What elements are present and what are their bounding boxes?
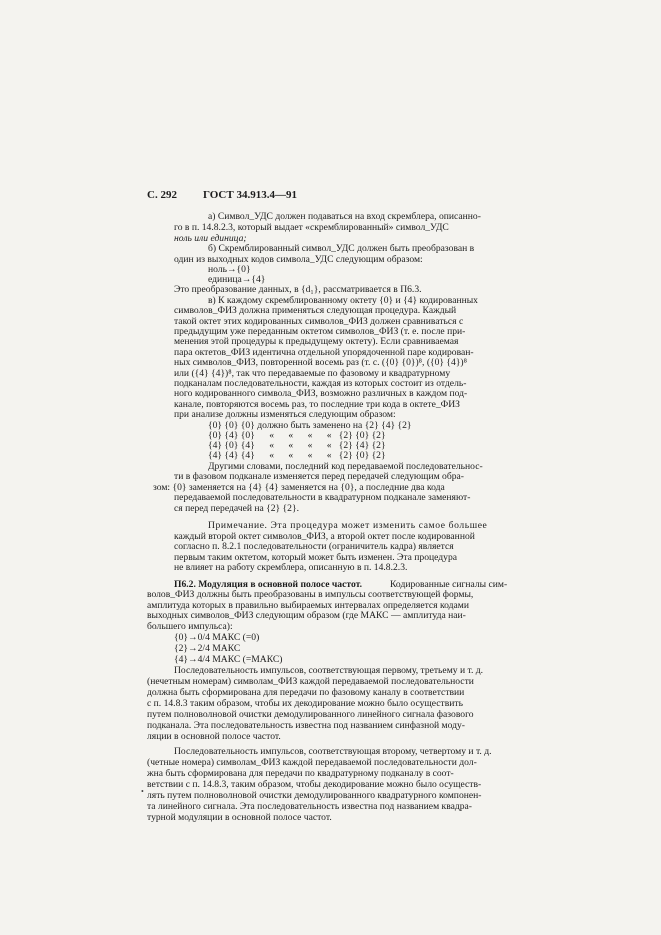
code-table-row: {0} {0} {0} должно быть заменено на {2} {4} {2} [208,420,412,431]
text-line: та линейного сигнала. Эта последовательность известна под названием квадра- [147,801,472,812]
text-line: ти в фазовом подканале изменяется перед передачей следующим обра- [174,471,464,482]
text-line: менения этой процедуры к предыдущему октету). Если сравниваемая [174,336,459,347]
text-line: Последовательность импульсов, соответствующая первому, третьему и т. д. [174,665,484,676]
text-line: зом: {0} заменяется на {4} {4} заменяется на {0}, а последние два кода [153,482,445,493]
text-line: Другими словами, последний код передаваемой последовательнос- [208,461,483,472]
text-line: Последовательность импульсов, соответствующая второму, четвертому и т. д. [174,746,492,757]
text-line: с п. 14.8.3 таким образом, чтобы их декодирование можно было осуществить [147,698,463,709]
page-number: С. 292 [147,189,177,201]
section-heading: П6.2. Модуляция в основной полосе частот. [174,579,362,590]
text-line: амплитуда которых в правильно выбираемых интервалах определяется кодами [147,600,469,611]
formula-line: {0}→0/4 МАКС (=0) [174,632,260,643]
text-line: пара октетов_ФИЗ идентична отдельной упорядоченной паре кодирован- [174,347,474,358]
text-line: один из выходных кодов символа_УДС следующим образом: [174,254,423,265]
note-line: Примечание. Эта процедура может изменить самое большее [208,520,488,531]
text-line: Кодированные сигналы сим- [390,579,508,590]
text-line: ляции в основной полосе частот. [147,731,281,742]
text-line: большего импульса): [147,621,233,632]
margin-dot: • [141,787,144,796]
code-table-row: {4} {0} {4} « « « « {2} {4} {2} [208,440,386,451]
text-line: путем полноволновой очистки демодулированного линейного сигнала фазового [147,709,474,720]
text-line: (нечетным номерам) символам_ФИЗ каждой передаваемой последовательности [147,676,474,687]
note-line: согласно п. 8.2.1 последовательности (ограничитель кадра) является [174,541,454,552]
text-line: в) К каждому скремблированному октету {0} и {4} кодированных [208,295,478,306]
text-line: канале, повторяются восемь раз, то последние три кода в октете_ФИЗ [174,399,460,410]
note-line: первым таким октетом, который может быть изменен. Эта процедура [174,552,458,563]
text-line: ветствии с п. 14.8.3, таким образом, чтобы декодирование можно было осуществ- [147,779,482,790]
text-line: ного кодированного символа_ФИЗ, возможно различных в каждом под- [174,388,468,399]
text-line: единица→{4} [208,274,266,285]
text-line: передаваемой последовательности в квадратурном подканале заменяют- [174,492,471,503]
text-line: ся перед передачей на {2} {2}. [174,503,299,514]
text-line: или ({4} {4})⁸, так что передаваемые по фазовому и квадратурному [174,368,451,379]
text-line: (четные номера) символам_ФИЗ каждой передаваемой последовательности дол- [147,757,477,768]
text-line: при анализе должны изменяться следующим образом: [174,409,396,420]
text-line: Это преобразование данных, в {d₁}, рассматривается в П6.3. [174,284,422,295]
formula-line: {2}→2/4 МАКС [174,643,241,654]
text-line: лять путем полноволновой очистки демодулированного квадратурного компонен- [147,790,482,801]
text-line: турной модуляции в основной полосе частот. [147,812,332,823]
text-line: ных символов_ФИЗ, повторенной восемь раз (т. с. ({0} {0})⁸, ({0} {4})⁸ [174,357,467,368]
text-line: подканалам последовательности, каждая из которых состоит из отдель- [174,378,467,389]
text-line: волов_ФИЗ должны быть преобразованы в импульсы соответствующей формы, [147,589,474,600]
text-line: жна быть сформирована для передачи по квадратурному подканалу в соот- [147,768,454,779]
formula-line: {4}→4/4 МАКС (=МАКС) [174,654,283,665]
text-line: б) Скремблированный символ_УДС должен быть преобразован в [208,243,475,254]
text-line: ноль→{0} [208,264,251,275]
text-line: а) Символ_УДС должен подаваться на вход скремблера, описанно- [208,211,481,222]
code-table-row: {0} {4} {0} « « « « {2} {0} {2} [208,430,386,441]
text-line: подканала. Эта последовательность известна под названием синфазной моду- [147,720,466,731]
text-line: такой октет этих кодированных символов_ФИЗ должен сравниваться с [174,316,464,327]
code-table-row: {4} {4} {4} « « « « {2} {0} {2} [208,450,386,461]
text-line: символов_ФИЗ должна применяться следующая процедура. Каждый [174,305,457,316]
text-line: предыдущим уже переданным октетом символов_ФИЗ (т. е. после при- [174,326,466,337]
text-line: го в п. 14.8.2.3, который выдает «скремблированный» символ_УДС [174,222,449,233]
text-line: должна быть сформирована для передачи по фазовому каналу в соответствии [147,687,465,698]
note-line: каждый второй октет символов_ФИЗ, а второй октет после кодированной [174,531,475,542]
text-line: выходных символов_ФИЗ следующим образом (где МАКС — амплитуда наи- [147,610,466,621]
text-line: ноль или единица; [174,233,247,244]
standard-title: ГОСТ 34.913.4—91 [203,189,297,201]
note-line: не влияет на работу скремблера, описанную в п. 14.8.2.3. [174,562,408,573]
